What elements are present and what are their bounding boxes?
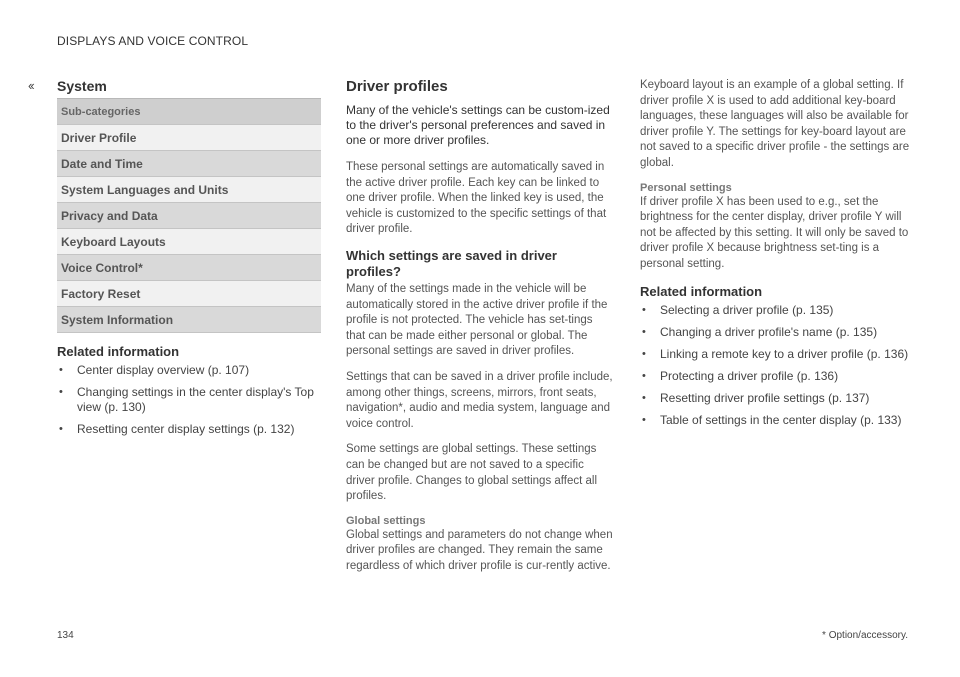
- table-header: Sub-categories: [57, 99, 321, 125]
- related-link[interactable]: • Resetting center display settings (p. 132): [57, 422, 321, 437]
- related-link[interactable]: • Changing a driver profile's name (p. 135): [640, 325, 910, 340]
- section-title: System: [57, 78, 107, 94]
- table-row: Date and Time: [57, 151, 321, 177]
- related-link[interactable]: • Protecting a driver profile (p. 136): [640, 369, 910, 384]
- related-info-heading: Related information: [640, 283, 763, 299]
- minor-heading: Personal settings: [640, 181, 732, 194]
- table-row: System Languages and Units: [57, 177, 321, 203]
- related-link[interactable]: • Table of settings in the center display (p. 133): [640, 413, 910, 428]
- running-head: DISPLAYS AND VOICE CONTROL: [57, 34, 249, 48]
- table-row: System Information: [57, 307, 321, 333]
- related-link[interactable]: • Changing settings in the center display's Top view (p. 130): [57, 385, 321, 415]
- table-row: Driver Profile: [57, 125, 321, 151]
- table-row: Voice Control*: [57, 255, 321, 281]
- body-paragraph: If driver profile X has been used to e.g., set the brightness for the center display, driver profile Y will not be affected by this setting. It will only be saved to driver profile X because brightness set-ting is a personal setting.: [640, 195, 909, 270]
- middle-column: [346, 78, 614, 584]
- body-paragraph: Global settings and parameters do not change when driver profiles are changed. They remain the same regardless of which driver profile is cur-rently active.: [346, 528, 613, 572]
- table-row: Factory Reset: [57, 281, 321, 307]
- minor-heading: Global settings: [346, 514, 426, 527]
- intro-paragraph: Many of the vehicle's settings can be custom-ized to the driver's personal preferences and saved in one or more driver profiles.: [346, 103, 610, 147]
- body-paragraph: Some settings are global settings. These settings can be changed but are not saved to a specific driver profile. Changes to global settings affect all profiles.: [346, 443, 598, 503]
- right-column: [640, 78, 910, 435]
- page-number: 134: [57, 630, 74, 641]
- footnote: * Option/accessory.: [822, 630, 908, 641]
- body-paragraph: These personal settings are automatically saved in the active driver profile. Each key can be linked to one driver profile. When the linked key is used, the vehicle is customized to the specific settings of that driver profile.: [346, 161, 607, 236]
- body-paragraph: Keyboard layout is an example of a global setting. If driver profile X is used to add additional key-board languages, these languages will also be available for driver profile Y. The settings for key-board layout are not saved to a specific driver profile - the settings are global.: [640, 79, 910, 169]
- continued-arrows-icon: ‹‹: [28, 78, 33, 93]
- related-link[interactable]: • Linking a remote key to a driver profile (p. 136): [640, 347, 910, 362]
- body-paragraph: Many of the settings made in the vehicle will be automatically stored in the active driver profile if the profile is not protected. The vehicle has set-tings that can be made either personal or global. The personal settings are saved in driver profiles.: [346, 282, 608, 358]
- table-row: Privacy and Data: [57, 203, 321, 229]
- related-link[interactable]: • Center display overview (p. 107): [57, 363, 321, 378]
- left-column: [57, 78, 321, 444]
- related-info-list: [640, 303, 910, 428]
- related-link[interactable]: • Resetting driver profile settings (p. 137): [640, 391, 910, 406]
- body-paragraph: Settings that can be saved in a driver profile include, among other things, screens, mirrors, front seats, navigation*, audio and media system, language and voice control.: [346, 370, 613, 430]
- related-info-list: [57, 363, 321, 437]
- related-info-heading: Related information: [57, 344, 180, 359]
- related-link[interactable]: • Selecting a driver profile (p. 135): [640, 303, 910, 318]
- table-row: Keyboard Layouts: [57, 229, 321, 255]
- subcategory-table: [57, 98, 321, 333]
- page-title: Driver profiles: [346, 78, 448, 95]
- subheading: Which settings are saved in driver profiles?: [346, 247, 557, 279]
